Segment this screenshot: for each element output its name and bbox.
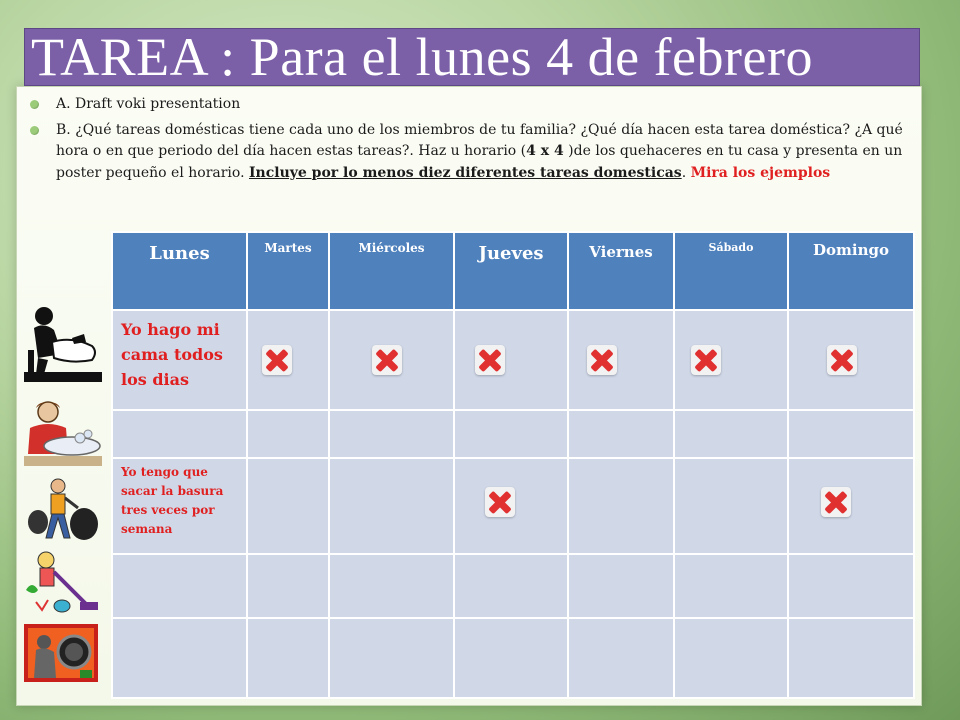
row-label (112, 410, 247, 458)
header-sabado: Sábado (674, 232, 788, 310)
x-mark-icon (475, 345, 505, 375)
x-mark-icon (587, 345, 617, 375)
table-cell (247, 618, 329, 698)
x-mark-icon (821, 487, 851, 517)
table-cell (454, 310, 568, 410)
table-row (112, 310, 914, 410)
table-cell (788, 410, 914, 458)
row-label (112, 554, 247, 618)
row-label: Yo tengo que sacar la basura tres veces por semana (112, 458, 247, 554)
table-cell (674, 310, 788, 410)
table-cell (454, 618, 568, 698)
bullet-b-text-2: )de los quehaceres en tu casa y presenta en un poster pequeño el horario. (56, 143, 903, 181)
bullet-b-red: Mira los ejemplos (690, 164, 831, 181)
table-cell (247, 554, 329, 618)
bullet-b-underline: Incluye por lo menos diez diferentes tareas domesticas (249, 164, 682, 181)
table-row (112, 458, 914, 554)
vacuuming-clipart-icon (22, 550, 104, 616)
table-cell (329, 554, 454, 618)
header-row (112, 232, 914, 310)
bullet-list (30, 94, 910, 188)
row-label (112, 618, 247, 698)
bullet-a-text: A. Draft voki presentation (56, 96, 241, 112)
table-cell (329, 310, 454, 410)
table-cell (247, 458, 329, 554)
x-mark-icon (262, 345, 292, 375)
table-cell (329, 410, 454, 458)
bullet-dot-icon (30, 100, 39, 109)
row-label: Yo hago mi cama todos los dias (112, 310, 247, 410)
table-cell (454, 458, 568, 554)
table-cell (568, 554, 674, 618)
header-lunes: Lunes (112, 232, 247, 310)
bullet-a (30, 94, 910, 116)
table-cell (454, 554, 568, 618)
table-cell (788, 618, 914, 698)
table-cell (788, 310, 914, 410)
chores-table (111, 231, 913, 697)
table-cell (568, 410, 674, 458)
table-cell (568, 310, 674, 410)
title-bar (24, 28, 920, 86)
table-row (112, 410, 914, 458)
trash-clipart-icon (22, 478, 104, 544)
dishwashing-clipart-icon (22, 398, 104, 470)
bullet-b-text-1: B. ¿Qué tareas domésticas tiene cada uno de los miembros de tu familia? ¿Qué día hacen esta tarea doméstica? ¿A qué hora o en que periodo del día hacen estas tareas?. Haz u horario ( (56, 121, 903, 159)
table-cell (674, 410, 788, 458)
table-cell (329, 458, 454, 554)
laundry-clipart-icon (22, 622, 104, 686)
ironing-clipart-icon (22, 302, 104, 386)
header-jueves: Jueves (454, 232, 568, 310)
x-mark-icon (485, 487, 515, 517)
bullet-b-bold: 4 x 4 (526, 143, 564, 159)
x-mark-icon (691, 345, 721, 375)
table-cell (247, 310, 329, 410)
header-miercoles: Miércoles (329, 232, 454, 310)
table-row (112, 554, 914, 618)
bullet-b (30, 120, 910, 185)
x-mark-icon (372, 345, 402, 375)
bullet-dot-icon (30, 126, 39, 135)
table-cell (329, 618, 454, 698)
table-cell (568, 618, 674, 698)
header-domingo: Domingo (788, 232, 914, 310)
table-cell (788, 554, 914, 618)
table-cell (674, 554, 788, 618)
header-martes: Martes (247, 232, 329, 310)
table-cell (454, 410, 568, 458)
table-cell (674, 458, 788, 554)
table-row (112, 618, 914, 698)
table-cell (568, 458, 674, 554)
bullet-b-period: . (681, 164, 691, 181)
table-cell (247, 410, 329, 458)
table-cell (788, 458, 914, 554)
page-title: TAREA : Para el lunes 4 de febrero (31, 27, 813, 87)
x-mark-icon (827, 345, 857, 375)
header-viernes: Viernes (568, 232, 674, 310)
table-cell (674, 618, 788, 698)
